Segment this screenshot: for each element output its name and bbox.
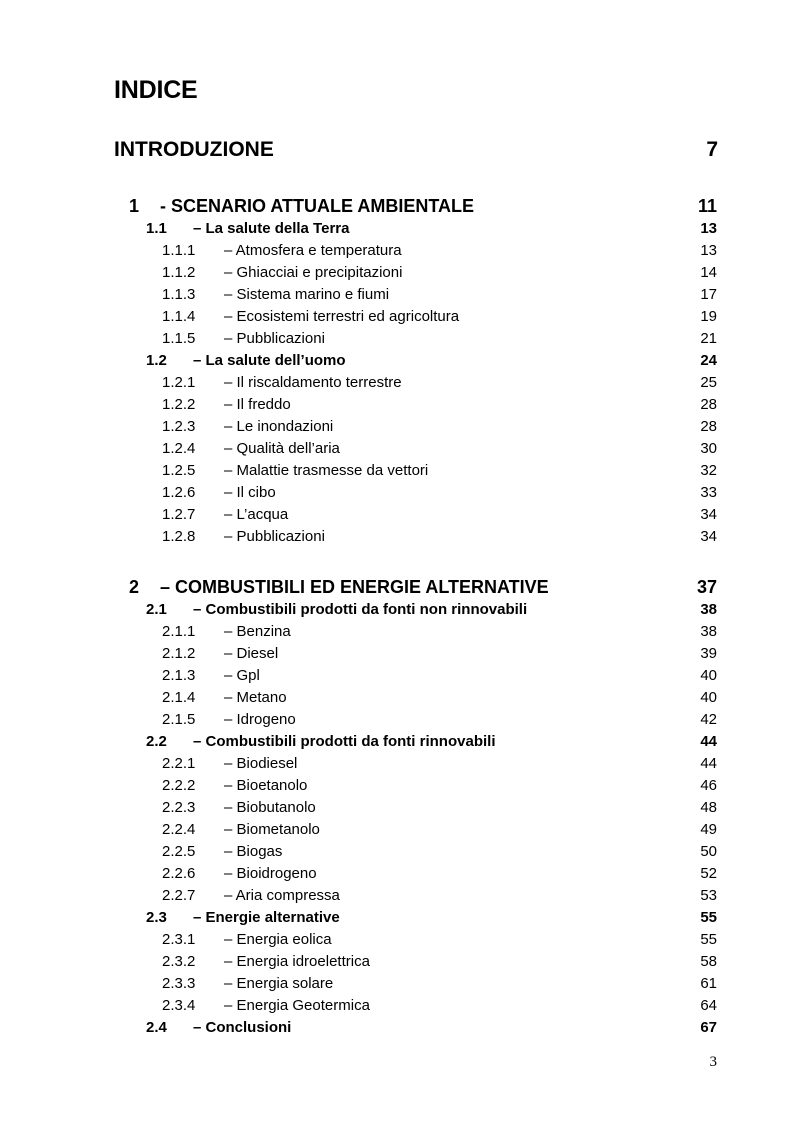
toc-subsection-row[interactable] — [0, 307, 793, 327]
toc-entry-page: 17 — [700, 286, 717, 303]
toc-entry-number: 1.1.4 — [162, 308, 196, 325]
toc-subsection-row[interactable] — [0, 974, 793, 994]
toc-entry-title: – Atmosfera e temperatura — [224, 242, 402, 259]
toc-entry-page: 30 — [700, 440, 717, 457]
toc-entry-number: 1.2 — [146, 352, 167, 369]
toc-entry-title: – Metano — [224, 689, 287, 706]
toc-entry-number: 2.2.5 — [162, 843, 196, 860]
toc-entry-number: 2.1.5 — [162, 711, 196, 728]
toc-entry-title: – Ghiacciai e precipitazioni — [224, 264, 403, 281]
toc-entry-number: 2.1 — [146, 601, 167, 618]
toc-entry-number: 1.2.6 — [162, 484, 196, 501]
toc-entry-number: 1.2.4 — [162, 440, 196, 457]
toc-entry-title: – Bioidrogeno — [224, 865, 317, 882]
toc-entry-title: – Biobutanolo — [224, 799, 316, 816]
toc-entry-title: – Combustibili prodotti da fonti non rinnovabili — [193, 601, 528, 618]
toc-entry-title: – Pubblicazioni — [224, 330, 325, 347]
toc-entry-title: – Conclusioni — [193, 1019, 292, 1036]
toc-entry-title: – Biometanolo — [224, 821, 320, 838]
toc-entry-page: 38 — [700, 601, 717, 618]
toc-entry-title: – Combustibili prodotti da fonti rinnovabili — [193, 733, 496, 750]
toc-entry-title: – Il riscaldamento terrestre — [224, 374, 402, 391]
toc-entry-number: 2.4 — [146, 1019, 167, 1036]
toc-entry-page: 39 — [700, 645, 717, 662]
toc-entry-number: 2.2.1 — [162, 755, 196, 772]
toc-entry-page: 55 — [700, 909, 717, 926]
toc-entry-page: 52 — [700, 865, 717, 882]
toc-entry-title: – Il freddo — [224, 396, 291, 413]
page-number: 3 — [709, 1054, 717, 1070]
toc-entry-title: – Energia eolica — [224, 931, 332, 948]
toc-entry-number: 1.2.3 — [162, 418, 196, 435]
toc-entry-title: – Benzina — [224, 623, 291, 640]
toc-entry-number: 1.1.1 — [162, 242, 196, 259]
toc-entry-number: 2.1.4 — [162, 689, 196, 706]
toc-entry-number: 2.1.1 — [162, 623, 196, 640]
toc-subsection-row[interactable] — [0, 666, 793, 686]
toc-entry-title: – Bioetanolo — [224, 777, 308, 794]
toc-entry-title: – Qualità dell’aria — [224, 440, 340, 457]
toc-entry-title: – Gpl — [224, 667, 260, 684]
toc-entry-title: – Le inondazioni — [224, 418, 334, 435]
toc-entry-page: 38 — [700, 623, 717, 640]
toc-section-row[interactable] — [0, 600, 793, 620]
toc-subsection-row[interactable] — [0, 952, 793, 972]
toc-subsection-row[interactable] — [0, 930, 793, 950]
toc-entry-title: – Malattie trasmesse da vettori — [224, 462, 429, 479]
toc-entry-page: 44 — [700, 733, 717, 750]
toc-entry-page: 14 — [700, 264, 717, 281]
toc-subsection-row[interactable] — [0, 527, 793, 547]
toc-entry-number: 2 — [129, 577, 140, 597]
toc-subsection-row[interactable] — [0, 842, 793, 862]
toc-entry-page: 28 — [700, 396, 717, 413]
toc-subsection-row[interactable] — [0, 329, 793, 349]
toc-entry-page: 61 — [700, 975, 717, 992]
toc-entry-number: 2.3.1 — [162, 931, 196, 948]
toc-entry-page: 55 — [700, 931, 717, 948]
toc-subsection-row[interactable] — [0, 710, 793, 730]
toc-entry-title: – La salute dell’uomo — [193, 352, 346, 369]
toc-entry-number: 2.2.3 — [162, 799, 196, 816]
toc-entry-page: 67 — [700, 1019, 717, 1036]
toc-entry-number: 1.2.7 — [162, 506, 196, 523]
toc-subsection-row[interactable] — [0, 754, 793, 774]
toc-subsection-row[interactable] — [0, 864, 793, 884]
toc-entry-number: 2.3.2 — [162, 953, 196, 970]
toc-entry-number: 1 — [129, 196, 140, 216]
toc-entry-title: – La salute della Terra — [193, 220, 350, 237]
toc-subsection-row[interactable] — [0, 395, 793, 415]
toc-entry-title: – Diesel — [224, 645, 279, 662]
toc-entry-title: – COMBUSTIBILI ED ENERGIE ALTERNATIVE — [160, 577, 549, 597]
toc-entry-page: 42 — [700, 711, 717, 728]
toc-introduction-page: 7 — [706, 138, 718, 161]
toc-entry-page: 64 — [700, 997, 717, 1014]
toc-entry-number: 2.2.2 — [162, 777, 196, 794]
toc-subsection-row[interactable] — [0, 776, 793, 796]
toc-entry-title: – Energia Geotermica — [224, 997, 370, 1014]
toc-entry-number: 2.2 — [146, 733, 167, 750]
toc-entry-page: 13 — [700, 242, 717, 259]
toc-subsection-row[interactable] — [0, 483, 793, 503]
toc-entry-page: 34 — [700, 506, 717, 523]
toc-entry-page: 58 — [700, 953, 717, 970]
toc-entry-page: 44 — [700, 755, 717, 772]
toc-subsection-row[interactable] — [0, 622, 793, 642]
toc-subsection-row[interactable] — [0, 798, 793, 818]
toc-entry-number: 2.2.7 — [162, 887, 196, 904]
toc-entry-title: – Biodiesel — [224, 755, 298, 772]
toc-entry-number: 1.1.2 — [162, 264, 196, 281]
toc-entry-page: 21 — [700, 330, 717, 347]
toc-entry-title: – Energie alternative — [193, 909, 340, 926]
toc-chapter-row[interactable] — [0, 575, 793, 599]
toc-entry-number: 1.1.3 — [162, 286, 196, 303]
toc-entry-title: – Aria compressa — [224, 887, 340, 904]
toc-subsection-row[interactable] — [0, 439, 793, 459]
toc-entry-page: 32 — [700, 462, 717, 479]
toc-entry-page: 33 — [700, 484, 717, 501]
toc-subsection-row[interactable] — [0, 373, 793, 393]
page-title: INDICE — [114, 76, 198, 104]
toc-subsection-row[interactable] — [0, 644, 793, 664]
toc-entry-page: 34 — [700, 528, 717, 545]
toc-section-row[interactable] — [0, 351, 793, 371]
toc-entry-page: 40 — [700, 689, 717, 706]
toc-subsection-row[interactable] — [0, 461, 793, 481]
toc-subsection-row[interactable] — [0, 996, 793, 1016]
toc-entry-page: 28 — [700, 418, 717, 435]
toc-entry-number: 1.2.1 — [162, 374, 196, 391]
toc-subsection-row[interactable] — [0, 417, 793, 437]
toc-entry-number: 2.2.6 — [162, 865, 196, 882]
toc-subsection-row[interactable] — [0, 241, 793, 261]
toc-entry-title: – L’acqua — [224, 506, 289, 523]
toc-entry-page: 24 — [700, 352, 717, 369]
toc-entry-title: – Energia solare — [224, 975, 334, 992]
toc-entry-title: – Sistema marino e fiumi — [224, 286, 390, 303]
toc-entry-number: 2.3.4 — [162, 997, 196, 1014]
toc-subsection-row[interactable] — [0, 285, 793, 305]
toc-entry-title: - SCENARIO ATTUALE AMBIENTALE — [160, 196, 474, 216]
toc-entry-page: 50 — [700, 843, 717, 860]
toc-entry-number: 1.2.5 — [162, 462, 196, 479]
toc-entry-title: – Energia idroelettrica — [224, 953, 370, 970]
toc-subsection-row[interactable] — [0, 820, 793, 840]
toc-entry-number: 2.3 — [146, 909, 167, 926]
toc-entry-number: 1.2.8 — [162, 528, 196, 545]
toc-subsection-row[interactable] — [0, 263, 793, 283]
toc-entry-title: – Biogas — [224, 843, 283, 860]
toc-entry-title: – Pubblicazioni — [224, 528, 325, 545]
toc-entry-page: 40 — [700, 667, 717, 684]
toc-entry-page: 46 — [700, 777, 717, 794]
toc-section-row[interactable] — [0, 732, 793, 752]
toc-section-row[interactable] — [0, 1018, 793, 1038]
toc-entry-number: 2.1.3 — [162, 667, 196, 684]
toc-entry-number: 1.1.5 — [162, 330, 196, 347]
toc-subsection-row[interactable] — [0, 688, 793, 708]
toc-subsection-row[interactable] — [0, 886, 793, 906]
toc-entry-page: 49 — [700, 821, 717, 838]
toc-entry-page: 37 — [696, 577, 717, 597]
toc-entry-page: 13 — [700, 220, 717, 237]
toc-subsection-row[interactable] — [0, 505, 793, 525]
toc-section-row[interactable] — [0, 908, 793, 928]
toc-chapter-row[interactable] — [0, 194, 793, 218]
toc-introduction-title: INTRODUZIONE — [114, 138, 274, 161]
toc-entry-number: 1.2.2 — [162, 396, 196, 413]
toc-section-row[interactable] — [0, 219, 793, 239]
toc-entry-page: 48 — [700, 799, 717, 816]
toc-entry-page: 19 — [700, 308, 717, 325]
toc-entry-title: – Il cibo — [224, 484, 276, 501]
toc-entry-page: 11 — [697, 196, 717, 216]
toc-entry-number: 2.3.3 — [162, 975, 196, 992]
toc-entry-number: 2.1.2 — [162, 645, 196, 662]
toc-entry-number: 1.1 — [146, 220, 167, 237]
toc-entry-page: 53 — [700, 887, 717, 904]
toc-entry-page: 25 — [700, 374, 717, 391]
toc-entry-title: – Ecosistemi terrestri ed agricoltura — [224, 308, 460, 325]
toc-entry-number: 2.2.4 — [162, 821, 196, 838]
toc-entry-title: – Idrogeno — [224, 711, 296, 728]
